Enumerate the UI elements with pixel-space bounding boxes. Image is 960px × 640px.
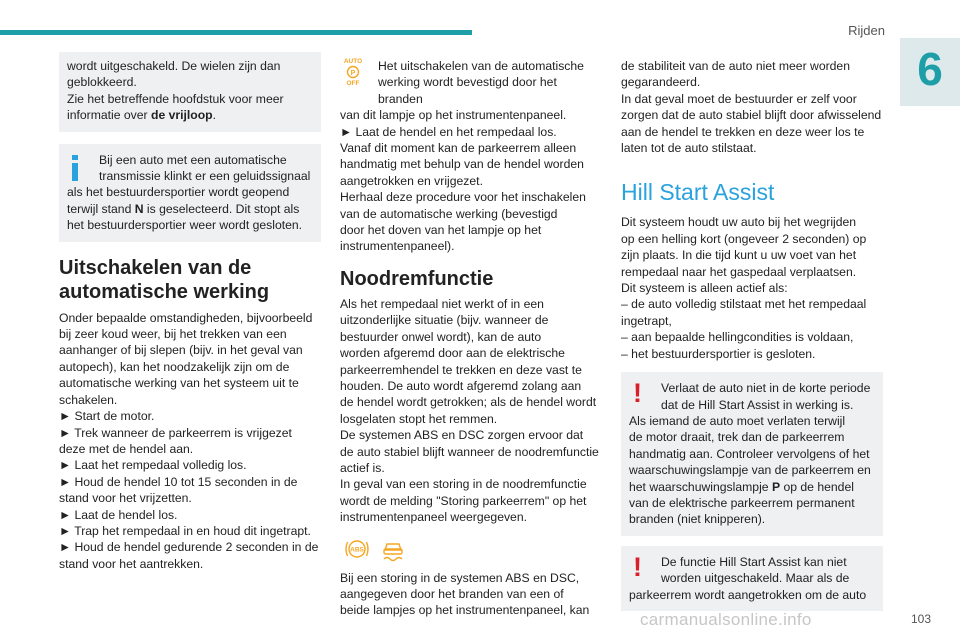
column-2 [340, 52, 602, 619]
section-heading: Uitschakelen van de automatische werking [59, 256, 270, 303]
text-line: De systemen ABS en DSC zorgen ervoor dat [340, 428, 584, 443]
text-line: schakelen. [59, 392, 118, 407]
text-line: Vanaf dit moment kan de parkeerrem alleen [340, 141, 577, 156]
text-line: worden afgeremd door aan de elektrische [340, 346, 565, 361]
warning-box [621, 372, 883, 536]
text-line: ingetrapt, [621, 313, 672, 328]
text-line: ► Trap het rempedaal in en houd dit ingetrapt. [59, 523, 311, 538]
text-line: instrumentenpaneel). [340, 239, 455, 254]
text-line: aangegeven door het branden van een of [340, 586, 564, 601]
text-line: ► Houd de hendel 10 tot 15 seconden in de [59, 474, 298, 489]
text-line: parkeerremhendel te trekken en deze vast te [340, 362, 582, 377]
text-line: van dit lampje op het instrumentenpaneel. [340, 108, 567, 123]
text-line: autopech), kan het noodzakelijk zijn om de [59, 359, 290, 374]
text-line: de auto stabiel blijft wanneer de noodremfunctie [340, 444, 599, 459]
text-line: ► Laat de hendel en het rempedaal los. [340, 124, 557, 139]
dsc-lamp-icon [380, 538, 406, 562]
text-line: handmatig met behulp van de hendel worden [340, 157, 584, 172]
text-line: rempedaal naar het gaspedaal verplaatsen. [621, 264, 857, 279]
text-line: deze met de hendel aan. [59, 441, 194, 456]
text-line: de stabiliteit van de auto niet meer worden [621, 59, 850, 73]
text-line: wordt uitgeschakeld. De wielen zijn dan [67, 59, 281, 73]
text-line: bestuurder onwel wordt), kan de auto [340, 329, 542, 344]
text-line: informatie over de vrijloop. [67, 108, 217, 123]
abs-lamp-icon [344, 538, 370, 560]
text-line: het bestuurdersportier weer wordt gesloten. [67, 218, 303, 233]
text-line: In dat geval moet de bestuurder er zelf voor [621, 91, 857, 106]
info-icon [72, 155, 78, 181]
text-line: de hendel wordt getrokken; als de hendel wordt [340, 395, 597, 410]
text-line: van de elektrische parkeerrem permanent [629, 495, 855, 510]
text-line: het waarschuwingslampje P op de hendel [629, 479, 854, 494]
page-number: 103 [910, 612, 931, 626]
text-line: op een helling kort (ongeveer 2 seconden) op [621, 231, 867, 246]
svg-text:ABS: ABS [350, 546, 364, 554]
warning-icon: ! [633, 551, 642, 582]
section-body [59, 310, 321, 573]
section-heading: Noodremfunctie [340, 267, 494, 290]
text-line: stand voor het aantrekken. [59, 556, 204, 571]
text-line: parkeerrem wordt aangetrokken om de auto [629, 587, 867, 602]
text-line: actief is. [340, 460, 385, 475]
warning-icon: ! [633, 378, 642, 409]
text-line: terwijl stand N is geselecteerd. Dit stopt als [67, 201, 300, 216]
section-body [340, 296, 602, 526]
text-line: Het uitschakelen van de automatische [378, 59, 584, 73]
text-line: transmissie klinkt er een geluidssignaal [99, 169, 311, 184]
text-line: aan de hendel te trekken en deze weer los te [621, 124, 865, 139]
header-accent-bar [0, 30, 472, 35]
section-body [621, 52, 883, 156]
info-box [59, 144, 321, 242]
text-line: ► Laat het rempedaal volledig los. [59, 458, 247, 473]
text-line: dat de Hill Start Assist in werking is. [661, 397, 854, 412]
text-line: waarschuwingslampje van de parkeerrem en [629, 463, 871, 478]
text-line: wordt de melding "Storing parkeerrem" op het [340, 493, 587, 508]
svg-text:AUTO: AUTO [343, 58, 363, 65]
text-line: laten tot de auto stilstaat. [621, 141, 757, 156]
text-line: ► Houd de hendel gedurende 2 seconden in de [59, 540, 319, 555]
chapter-number: 6 [917, 43, 943, 95]
text-line: branden (niet knipperen). [629, 512, 766, 527]
column-1 [59, 52, 321, 572]
text-line: In geval van een storing in de noodremfunctie [340, 477, 587, 492]
svg-text:P: P [350, 70, 356, 77]
section-heading: Hill Start Assist [621, 179, 775, 206]
text-line: Onder bepaalde omstandigheden, bijvoorbeeld [59, 310, 313, 325]
text-line: ► Start de motor. [59, 409, 155, 424]
text-line: losgelaten stopt het remmen. [340, 411, 498, 426]
text-line: aanhanger of bij slepen (bijv. in het geval van [59, 343, 303, 358]
text-line: geblokkeerd. [67, 75, 137, 90]
text-line: Bij een auto met een automatische [99, 152, 287, 167]
svg-text:OFF: OFF [346, 80, 360, 86]
column-3 [621, 52, 883, 611]
text-line: handmatig aan. Controleer vervolgens of het [629, 446, 870, 461]
text-line: – aan bepaalde hellingcondities is voldaan, [621, 330, 854, 345]
watermark: carmanualsonline.info [640, 610, 812, 629]
text-line: van de automatische werking (bevestigd [340, 206, 558, 221]
text-line: – het bestuurdersportier is gesloten. [621, 346, 816, 361]
text-line: door het doven van het lampje op het [340, 223, 542, 238]
warning-box [621, 546, 883, 611]
text-line: zijn plaats. In die tijd kunt u uw voet van het [621, 248, 857, 263]
text-line: Als iemand de auto moet verlaten terwijl [629, 413, 846, 428]
text-line: als het bestuurdersportier wordt geopend [67, 185, 290, 200]
text-line: uitzonderlijke situatie (bijv. wanneer de [340, 313, 549, 328]
text-line: stand voor het vrijzetten. [59, 491, 192, 506]
text-line: Bij een storing in de systemen ABS en DSC, [340, 570, 580, 585]
text-line: Verlaat de auto niet in de korte periode [661, 381, 871, 396]
section-body [621, 214, 883, 362]
auto-off-lamp-icon [340, 56, 366, 86]
text-line: de motor draait, trek dan de parkeerrem [629, 430, 845, 445]
text-line: beide lampjes op het instrumentenpaneel, kan [340, 603, 590, 618]
text-line: automatische werking van het systeem uit te [59, 376, 299, 391]
text-line: houden. De auto wordt afgeremd zolang aan [340, 378, 582, 393]
text-line: – de auto volledig stilstaat met het rempedaal [621, 297, 867, 312]
text-line: instrumentenpaneel weergegeven. [340, 510, 528, 525]
auto-off-paragraph [340, 52, 602, 255]
warning-lamps [340, 538, 602, 562]
text-line: Herhaal deze procedure voor het inschakelen [340, 190, 586, 205]
text-line: bij zeer koud weer, bij het trekken van een [59, 327, 287, 342]
text-line: Als het rempedaal niet werkt of in een [340, 296, 544, 311]
text-line: De functie Hill Start Assist kan niet [661, 554, 847, 569]
page-section-title: Rijden [848, 23, 885, 38]
text-line: gegarandeerd. [621, 75, 701, 90]
text-line: Dit systeem is alleen actief als: [621, 281, 788, 296]
text-line: Dit systeem houdt uw auto bij het wegrijden [621, 215, 857, 230]
text-line: Zie het betreffende hoofdstuk voor meer [67, 91, 284, 106]
section-body [340, 570, 602, 619]
text-line: worden uitgeschakeld. Maar als de [661, 571, 850, 586]
text-line: zorgen dat de auto stabiel blijft door afwisselend [621, 108, 882, 123]
text-line: ► Laat de hendel los. [59, 507, 178, 522]
text-line: werking wordt bevestigd door het branden [378, 75, 557, 106]
continued-box [59, 52, 321, 132]
text-line: ► Trek wanneer de parkeerrem is vrijgezet [59, 425, 292, 440]
text-line: aangetrokken en vrijgezet. [340, 173, 483, 188]
chapter-tab [900, 38, 960, 106]
